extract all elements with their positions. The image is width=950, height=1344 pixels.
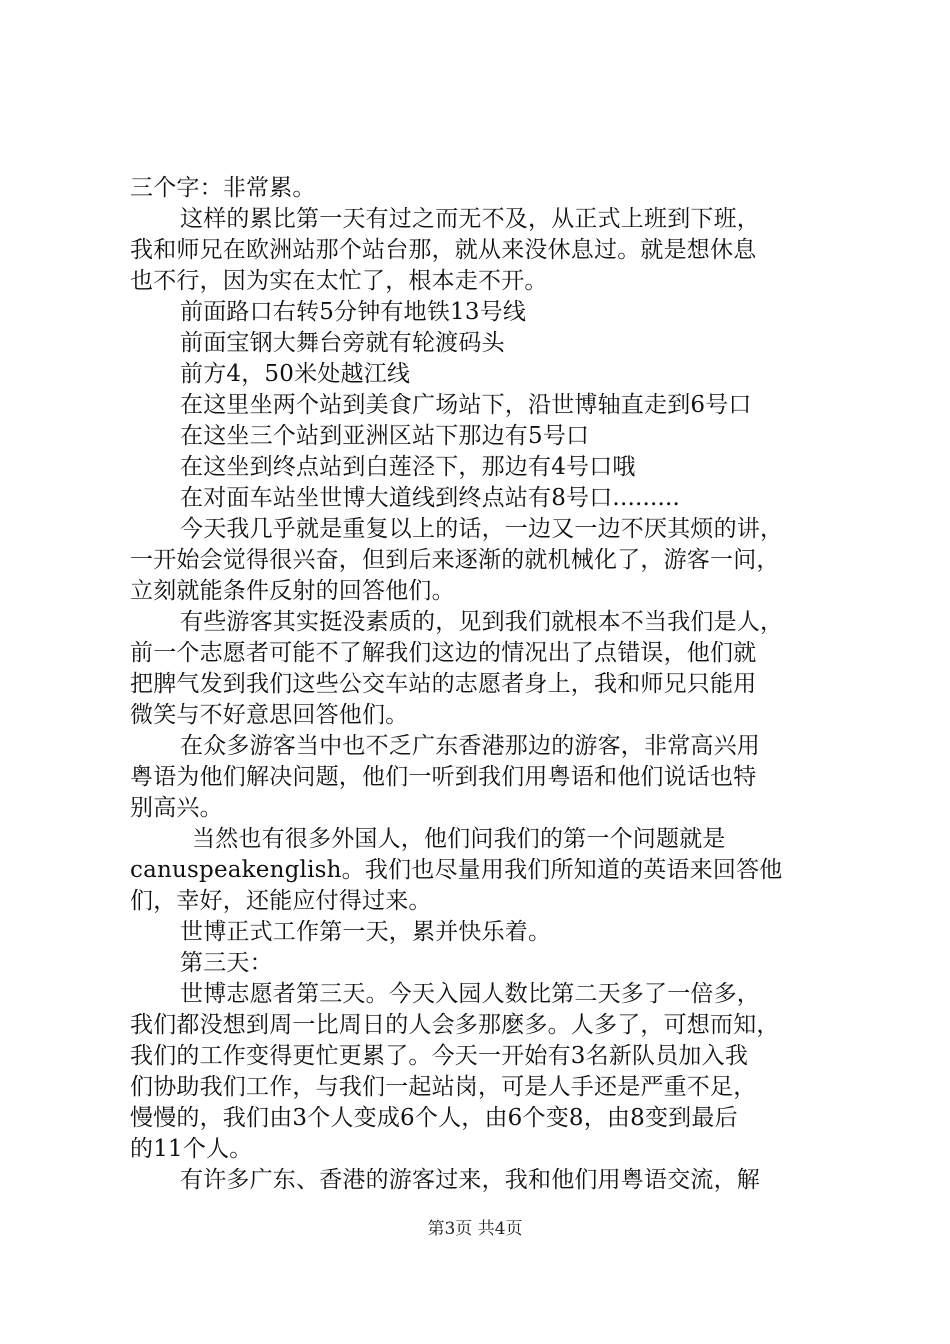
text-line: 我们的工作变得更忙更累了。今天一开始有3名新队员加入我 (130, 1043, 749, 1069)
text-line: 把脾气发到我们这些公交车站的志愿者身上，我和师兄只能用 (130, 671, 757, 697)
text-line: 也不行，因为实在太忙了，根本走不开。 (130, 268, 548, 294)
text-line: 立刻就能条件反射的回答他们。 (130, 578, 455, 604)
text-line: canuspeakenglish。我们也尽量用我们所知道的英语来回答他 (130, 857, 783, 883)
text-line: 在这里坐两个站到美食广场站下，沿世博轴直走到6号口 (180, 392, 752, 418)
text-line: 第三天： (180, 950, 273, 976)
text-line: 前面路口右转5分钟有地铁13号线 (180, 299, 527, 325)
text-line: 这样的累比第一天有过之而无不及，从正式上班到下班， (180, 206, 760, 232)
text-line: 今天我几乎就是重复以上的话，一边又一边不厌其烦的讲， (180, 516, 784, 542)
text-line: 粤语为他们解决问题，他们一听到我们用粤语和他们说话也特 (130, 764, 757, 790)
text-line: 我和师兄在欧洲站那个站台那，就从来没休息过。就是想休息 (130, 237, 757, 263)
text-line: 们，幸好，还能应付得过来。 (130, 888, 432, 914)
text-line: 有些游客其实挺没素质的，见到我们就根本不当我们是人， (180, 609, 784, 635)
text-line: 世博正式工作第一天，累并快乐着。 (180, 919, 552, 945)
text-line: 世博志愿者第三天。今天入园人数比第二天多了一倍多， (180, 981, 760, 1007)
text-line: 前一个志愿者可能不了解我们这边的情况出了点错误，他们就 (130, 640, 757, 666)
document-body (130, 173, 830, 1196)
text-line: 有许多广东、香港的游客过来，我和他们用粤语交流，解 (180, 1167, 760, 1193)
text-line: 我们都没想到周一比周日的人会多那麽多。人多了，可想而知， (130, 1012, 780, 1038)
text-line: 的11个人。 (130, 1136, 253, 1162)
text-line: 在众多游客当中也不乏广东香港那边的游客，非常高兴用 (180, 733, 760, 759)
text-line: 在这坐到终点站到白莲泾下，那边有4号口哦 (180, 454, 636, 480)
text-line: 慢慢的，我们由3个人变成6个人，由6个变8，由8变到最后 (130, 1105, 738, 1131)
text-line: 微笑与不好意思回答他们。 (130, 702, 409, 728)
text-line: 们协助我们工作，与我们一起站岗，可是人手还是严重不足， (130, 1074, 757, 1100)
text-line: 当然也有很多外国人，他们问我们的第一个问题就是 (192, 826, 726, 852)
text-line: 前方4，50米处越江线 (180, 361, 411, 387)
page-footer: 第3页 共4页 (427, 1219, 523, 1239)
text-line: 别高兴。 (130, 795, 223, 821)
text-line: 三个字：非常累。 (130, 175, 316, 201)
text-line: 一开始会觉得很兴奋，但到后来逐渐的就机械化了，游客一问， (130, 547, 780, 573)
text-line: 前面宝钢大舞台旁就有轮渡码头 (180, 330, 505, 356)
text-line: 在这坐三个站到亚洲区站下那边有5号口 (180, 423, 590, 449)
text-line: 在对面车站坐世博大道线到终点站有8号口......... (180, 485, 681, 511)
